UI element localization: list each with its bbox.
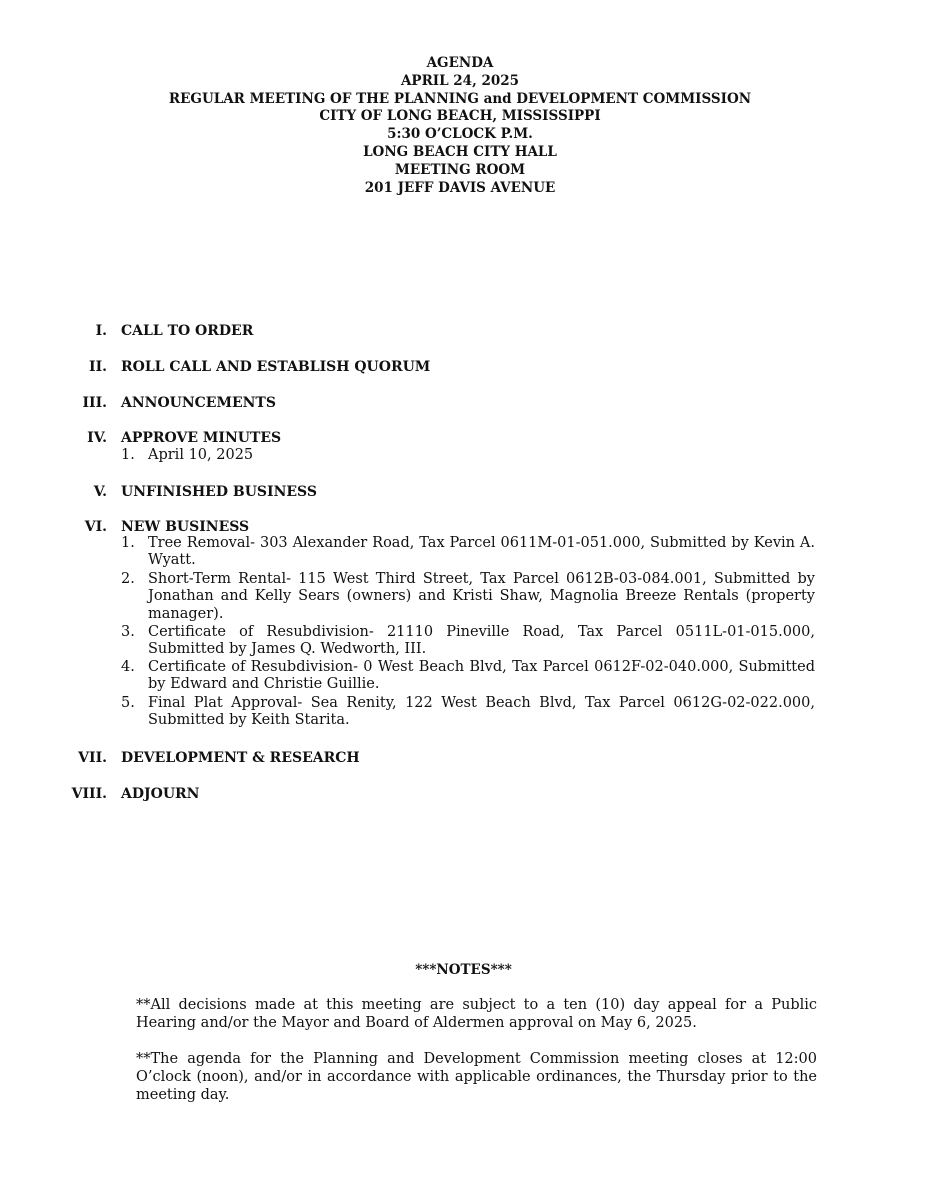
item-number: 1. (121, 447, 135, 463)
section-numeral: VIII. (71, 786, 107, 802)
header-venue: LONG BEACH CITY HALL (363, 143, 557, 160)
section-numeral: III. (82, 395, 107, 411)
section-numeral: I. (95, 323, 107, 339)
header-address: 201 JEFF DAVIS AVENUE (364, 179, 556, 196)
header-room: MEETING ROOM (394, 161, 526, 178)
note-paragraph: **The agenda for the Planning and Development Commission meeting closes at 12:00 O’clock (noon), and/or in accordance with applicable ordinances, the Thursday prior to the meeting day. (136, 1051, 817, 1103)
item-number: 4. (121, 659, 135, 675)
item-text: Certificate of Resubdivision- 21110 Pineville Road, Tax Parcel 0511L-01-015.000, Submitted by James Q. Wedworth, III. (148, 624, 815, 658)
header-date: APRIL 24, 2025 (400, 72, 520, 89)
header-agenda: AGENDA (426, 55, 494, 71)
item-number: 3. (121, 624, 135, 640)
header-meeting-type: REGULAR MEETING OF THE PLANNING and DEVELOPMENT COMMISSION (168, 90, 752, 107)
section-title: UNFINISHED BUSINESS (121, 484, 317, 500)
agenda-header (0, 55, 920, 197)
item-number: 5. (121, 695, 135, 711)
notes-title: ***NOTES*** (415, 962, 512, 978)
section-title: DEVELOPMENT & RESEARCH (121, 750, 360, 766)
item-text: Certificate of Resubdivision- 0 West Beach Blvd, Tax Parcel 0612F-02-040.000, Submitted by Edward and Christie Guillie. (148, 659, 815, 693)
header-city: CITY OF LONG BEACH, MISSISSIPPI (319, 108, 601, 125)
section-title: NEW BUSINESS (121, 519, 250, 535)
item-text: Final Plat Approval- Sea Renity, 122 West Beach Blvd, Tax Parcel 0612G-02-022.000, Submitted by Keith Starita. (148, 695, 815, 729)
section-numeral: VII. (78, 750, 107, 766)
section-numeral: IV. (87, 430, 107, 446)
section-numeral: VI. (84, 519, 107, 535)
item-number: 2. (121, 571, 135, 587)
item-text: April 10, 2025 (148, 447, 254, 463)
section-title: ROLL CALL AND ESTABLISH QUORUM (121, 359, 431, 375)
section-title: ANNOUNCEMENTS (121, 395, 276, 411)
item-text: Short-Term Rental- 115 West Third Street, Tax Parcel 0612B-03-084.001, Submitted by Jonathan and Kelly Sears (owners) and Kristi Shaw, Magnolia Breeze Rentals (property manager). (148, 571, 815, 622)
header-time: 5:30 O’CLOCK P.M. (387, 126, 533, 143)
note-paragraph: **All decisions made at this meeting are subject to a ten (10) day appeal for a Public Hearing and/or the Mayor and Board of Aldermen approval on May 6, 2025. (136, 997, 817, 1031)
section-title: CALL TO ORDER (121, 323, 254, 339)
item-number: 1. (121, 535, 135, 551)
section-numeral: V. (93, 484, 107, 500)
section-title: APPROVE MINUTES (121, 430, 282, 446)
section-numeral: II. (89, 359, 107, 375)
item-text: Tree Removal- 303 Alexander Road, Tax Parcel 0611M-01-051.000, Submitted by Kevin A. Wyatt. (148, 535, 815, 569)
section-title: ADJOURN (121, 786, 200, 802)
